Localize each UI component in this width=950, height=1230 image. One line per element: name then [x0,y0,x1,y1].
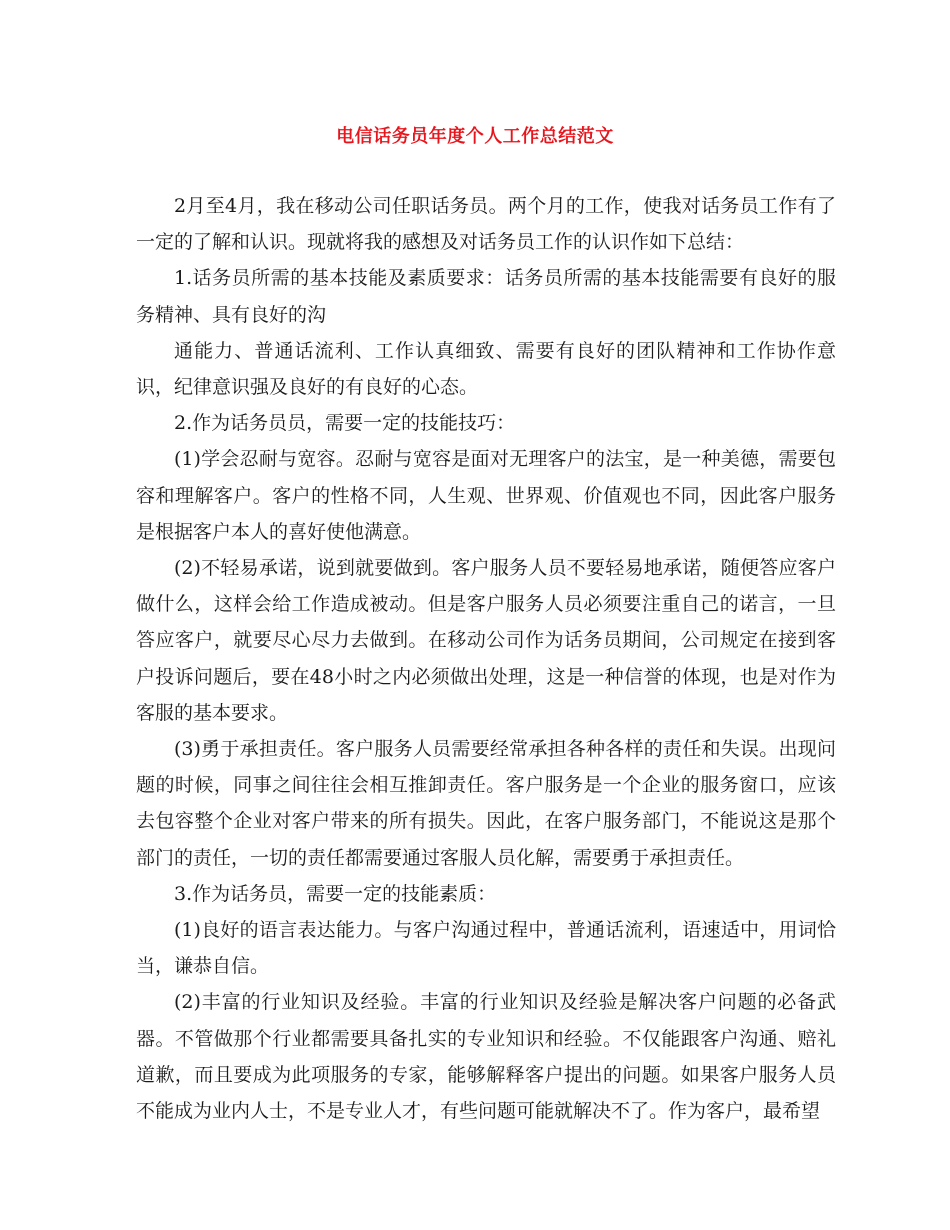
paragraph-section-3-heading: 3.作为话务员，需要一定的技能素质： [174,882,497,905]
document-title: 电信话务员年度个人工作总结范文 [336,126,614,147]
paragraph-section-2-heading: 2.作为话务员员，需要一定的技能技巧： [174,412,516,435]
paragraph-section-1-continued: 通能力、普通话流利、工作认真细致、需要有良好的团队精神和工作协作意识，纪律意识强及良好的有良好的心态。 [136,339,836,399]
paragraph-item-2-1: (1)学会忍耐与宽容。忍耐与宽容是面对无理客户的法宝，是一种美德，需要包容和理解客户。客户的性格不同，人生观、世界观、价值观也不同，因此客户服务是根据客户本人的喜好使他满意。 [136,448,836,543]
document-body [136,188,836,1129]
paragraph-item-2-2: (2)不轻易承诺，说到就要做到。客户服务人员不要轻易地承诺，随便答应客户做什么，这样会给工作造成被动。但是客户服务人员必须要注重自己的诺言，一旦答应客户，就要尽心尽力去做到。在移动公司作为话务员期间，公司规定在接到客户投诉问题后，要在48小时之内必须做出处理，这是一种信誉的体现，也是对作为客服的基本要求。 [136,557,836,724]
paragraph-intro: 2月至4月，我在移动公司任职话务员。两个月的工作，使我对话务员工作有了一定的了解和认识。现就将我的感想及对话务员工作的认识作如下总结： [136,195,836,254]
paragraph-item-3-1: (1)良好的语言表达能力。与客户沟通过程中，普通话流利，语速适中，用词恰当，谦恭自信。 [136,919,836,978]
paragraph-item-2-3: (3)勇于承担责任。客户服务人员需要经常承担各种各样的责任和失误。出现问题的时候，同事之间往往会相互推卸责任。客户服务是一个企业的服务窗口，应该去包容整个企业对客户带来的所有损失。因此，在客户服务部门，不能说这是那个部门的责任，一切的责任都需要通过客服人员化解，需要勇于承担责任。 [136,738,836,869]
paragraph-item-3-2: (2)丰富的行业知识及经验。丰富的行业知识及经验是解决客户问题的必备武器。不管做那个行业都需要具备扎实的专业知识和经验。不仅能跟客户沟通、赔礼道歉，而且要成为此项服务的专家，能够解释客户提出的问题。如果客户服务人员不能成为业内人士，不是专业人才，有些问题可能就解决不了。作为客户，最希望 [136,991,836,1123]
paragraph-section-1: 1.话务员所需的基本技能及素质要求：话务员所需的基本技能需要有良好的服务精神、具有良好的沟 [136,267,836,326]
